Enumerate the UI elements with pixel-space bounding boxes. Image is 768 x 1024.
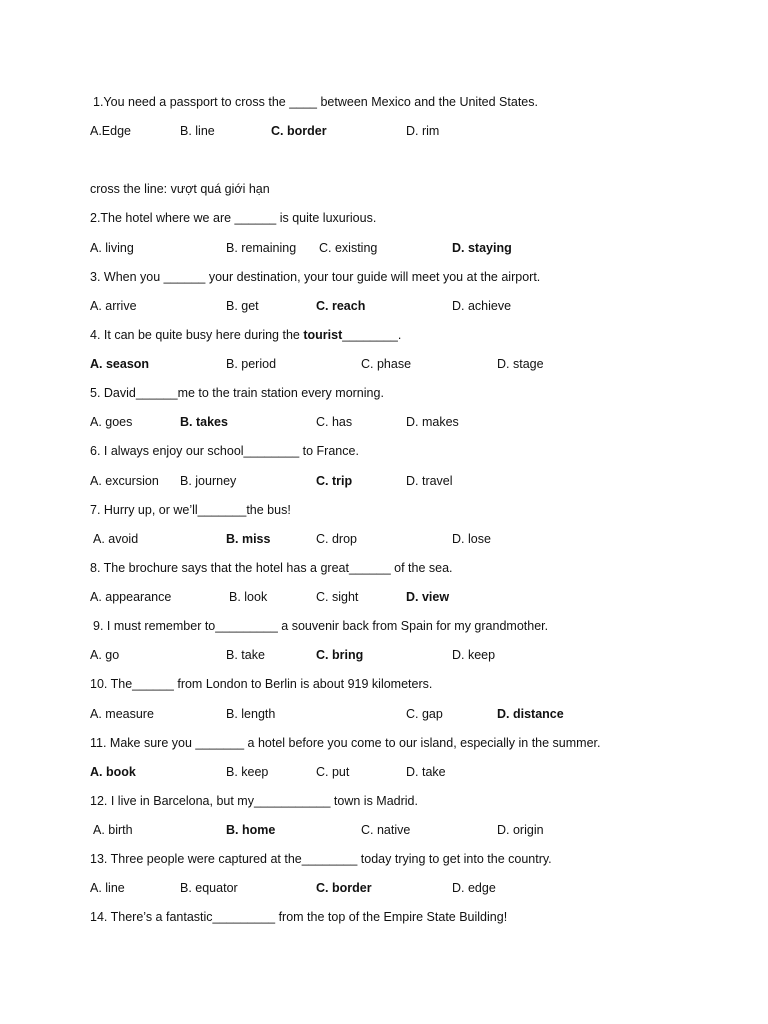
q5-option-d: D. makes	[406, 415, 459, 429]
q7-option-c: C. drop	[316, 532, 357, 546]
q6-option-c: C. trip	[316, 474, 353, 488]
question-13: 13. Three people were captured at the________ today trying to get into the country.	[90, 852, 552, 866]
question-3: 3. When you ______ your destination, your tour guide will meet you at the airport.	[90, 270, 541, 284]
q12-option-d: D. origin	[497, 823, 544, 837]
q2-option-a: A. living	[90, 241, 134, 255]
q2-option-b: B. remaining	[226, 241, 297, 255]
question-5: 5. David______me to the train station every morning.	[90, 386, 384, 400]
q12-option-c: C. native	[361, 823, 411, 837]
question-4-keyword: tourist	[303, 328, 343, 342]
q4-option-a: A. season	[90, 357, 150, 371]
question-7: 7. Hurry up, or we’ll_______the bus!	[90, 503, 291, 517]
q7-option-a: A. avoid	[93, 532, 139, 546]
q4-option-c: C. phase	[361, 357, 412, 371]
q3-option-b: B. get	[226, 299, 259, 313]
q7-option-b: B. miss	[226, 532, 271, 546]
q11-option-b: B. keep	[226, 765, 269, 779]
q10-option-c: C. gap	[406, 707, 443, 721]
question-1: 1.You need a passport to cross the ____ between Mexico and the United States.	[93, 95, 538, 109]
q5-option-c: C. has	[316, 415, 353, 429]
q13-option-b: B. equator	[180, 881, 238, 895]
q4-option-b: B. period	[226, 357, 277, 371]
q9-option-b: B. take	[226, 648, 265, 662]
q13-option-a: A. line	[90, 881, 125, 895]
q13-option-d: D. edge	[452, 881, 496, 895]
q9-option-a: A. go	[90, 648, 120, 662]
q3-option-c: C. reach	[316, 299, 366, 313]
q1-option-b: B. line	[180, 124, 215, 138]
q6-option-d: D. travel	[406, 474, 453, 488]
q1-option-a: A.Edge	[90, 124, 132, 138]
q6-option-a: A. excursion	[90, 474, 159, 488]
q1-option-d: D. rim	[406, 124, 440, 138]
q7-option-d: D. lose	[452, 532, 491, 546]
question-9: 9. I must remember to_________ a souvenir back from Spain for my grandmother.	[93, 619, 549, 633]
q8-option-d: D. view	[406, 590, 450, 604]
q8-option-b: B. look	[229, 590, 268, 604]
q11-option-a: A. book	[90, 765, 136, 779]
q1-option-c: C. border	[271, 124, 327, 138]
question-10: 10. The______ from London to Berlin is about 919 kilometers.	[90, 677, 433, 691]
question-8: 8. The brochure says that the hotel has a great______ of the sea.	[90, 561, 453, 575]
q10-option-d: D. distance	[497, 707, 564, 721]
q12-option-a: A. birth	[93, 823, 133, 837]
question-11: 11. Make sure you _______ a hotel before you come to our island, especially in the summer.	[90, 736, 601, 750]
vocabulary-note: cross the line: vượt quá giới hạn	[90, 182, 270, 196]
question-4: 4. It can be quite busy here during the tourist________.	[90, 328, 402, 342]
q9-option-d: D. keep	[452, 648, 496, 662]
q5-option-a: A. goes	[90, 415, 133, 429]
q10-option-b: B. length	[226, 707, 276, 721]
q2-option-d: D. staying	[452, 241, 512, 255]
q8-option-a: A. appearance	[90, 590, 172, 604]
q3-option-d: D. achieve	[452, 299, 512, 313]
q11-option-c: C. put	[316, 765, 350, 779]
q11-option-d: D. take	[406, 765, 446, 779]
q12-option-b: B. home	[226, 823, 276, 837]
question-2: 2.The hotel where we are ______ is quite luxurious.	[90, 211, 377, 225]
q5-option-b: B. takes	[180, 415, 228, 429]
q9-option-c: C. bring	[316, 648, 364, 662]
question-12: 12. I live in Barcelona, but my___________ town is Madrid.	[90, 794, 418, 808]
q10-option-a: A. measure	[90, 707, 154, 721]
q13-option-c: C. border	[316, 881, 372, 895]
question-14: 14. There’s a fantastic_________ from the top of the Empire State Building!	[90, 910, 508, 924]
q4-option-d: D. stage	[497, 357, 544, 371]
q8-option-c: C. sight	[316, 590, 359, 604]
q6-option-b: B. journey	[180, 474, 237, 488]
q2-option-c: C. existing	[319, 241, 378, 255]
q3-option-a: A. arrive	[90, 299, 137, 313]
question-6: 6. I always enjoy our school________ to France.	[90, 444, 359, 458]
